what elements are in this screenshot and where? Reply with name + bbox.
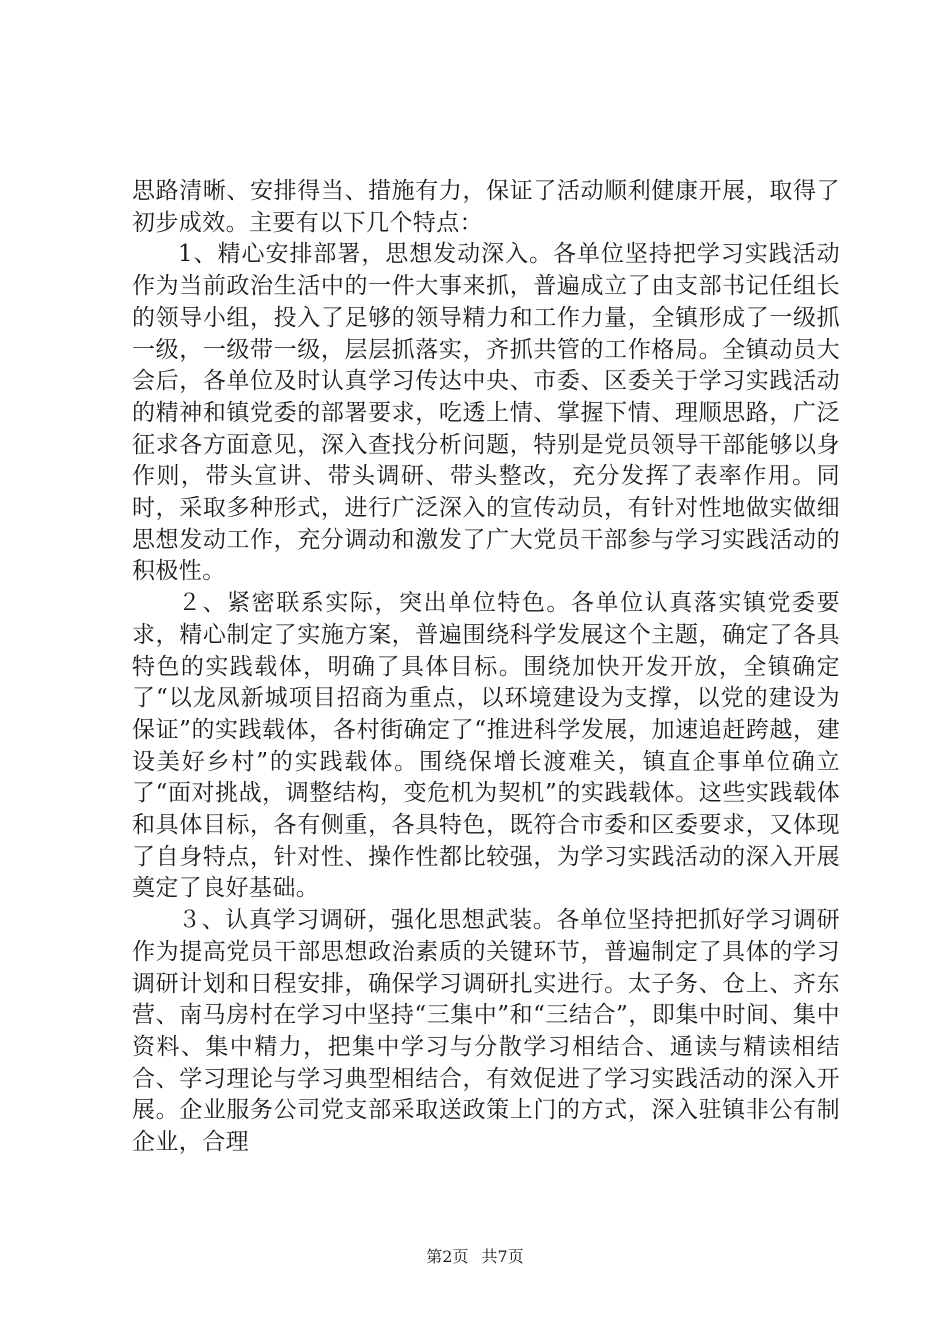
paragraph-point-3: ３、认真学习调研，强化思想武装。各单位坚持把抓好学习调研作为提高党员干部思想政治素质的关键环节，普遍制定了具体的学习调研计划和日程安排，确保学习调研扎实进行。太子务、仓上、齐东营、南马房村在学习中坚持“三集中”和“三结合”，即集中时间、集中资料、集中精力，把集中学习与分散学习相结合、通读与精读相结合、学习理论与学习典型相结合，有效促进了学习实践活动的深入开展。企业服务公司党支部采取送政策上门的方式，深入驻镇非公有制企业，合理 <box>132 907 840 1156</box>
page-footer <box>0 1244 950 1267</box>
page-number: 第2页 <box>426 1247 469 1266</box>
paragraph-point-1: 1、精心安排部署，思想发动深入。各单位坚持把学习实践活动作为当前政治生活中的一件大事来抓，普遍成立了由支部书记任组长的领导小组，投入了足够的领导精力和工作力量，全镇形成了一级抓一级，一级带一级，层层抓落实，齐抓共管的工作格局。全镇动员大会后，各单位及时认真学习传达中央、市委、区委关于学习实践活动的精神和镇党委的部署要求，吃透上情、掌握下情、理顺思路，广泛征求各方面意见，深入查找分析问题，特别是党员领导干部能够以身作则，带头宣讲、带头调研、带头整改，充分发挥了表率作用。同时，采取多种形式，进行广泛深入的宣传动员，有针对性地做实做细思想发动工作，充分调动和激发了广大党员干部参与学习实践活动的积极性。 <box>132 241 840 585</box>
document-body <box>132 176 840 1159</box>
paragraph-intro: 思路清晰、安排得当、措施有力，保证了活动顺利健康开展，取得了初步成效。主要有以下几个特点： <box>132 178 840 236</box>
paragraph-point-2: ２、紧密联系实际，突出单位特色。各单位认真落实镇党委要求，精心制定了实施方案，普遍围绕科学发展这个主题，确定了各具特色的实践载体，明确了具体目标。围绕加快开发开放，全镇确定了“以龙凤新城项目招商为重点，以环境建设为支撑，以党的建设为保证”的实践载体，各村街确定了“推进科学发展，加速追赶跨越，建设美好乡村”的实践载体。围绕保增长渡难关，镇直企事单位确立了“面对挑战，调整结构，变危机为契机”的实践载体。这些实践载体和具体目标，各有侧重，各具特色，既符合市委和区委要求，又体现了自身特点，针对性、操作性都比较强，为学习实践活动的深入开展奠定了良好基础。 <box>132 590 840 902</box>
page-total: 共7页 <box>481 1247 524 1266</box>
